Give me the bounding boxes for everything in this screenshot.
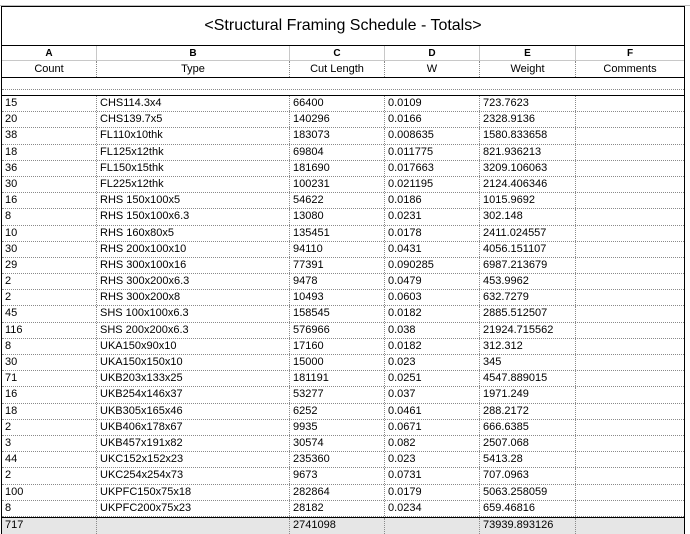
- type-cell[interactable]: UKC152x152x23: [97, 452, 290, 467]
- cut-length-cell[interactable]: 30574: [290, 436, 385, 451]
- total-weight[interactable]: 73939.893126: [480, 518, 576, 534]
- table-row[interactable]: [2, 355, 684, 371]
- header-weight[interactable]: Weight: [480, 61, 576, 77]
- column-letter-a[interactable]: A: [2, 46, 97, 60]
- table-row[interactable]: [2, 96, 684, 112]
- count-cell[interactable]: 8: [2, 209, 97, 224]
- type-cell[interactable]: UKA150x90x10: [97, 339, 290, 354]
- w-cell[interactable]: 0.011775: [385, 145, 480, 160]
- cut-length-cell[interactable]: 158545: [290, 306, 385, 321]
- type-cell[interactable]: UKB254x146x37: [97, 387, 290, 402]
- w-cell[interactable]: 0.023: [385, 452, 480, 467]
- comments-cell[interactable]: [576, 323, 684, 338]
- comments-cell[interactable]: [576, 145, 684, 160]
- cut-length-cell[interactable]: 181690: [290, 161, 385, 176]
- weight-cell[interactable]: 1971.249: [480, 387, 576, 402]
- weight-cell[interactable]: 2507.068: [480, 436, 576, 451]
- count-cell[interactable]: 18: [2, 404, 97, 419]
- cut-length-cell[interactable]: 94110: [290, 242, 385, 257]
- table-row[interactable]: [2, 242, 684, 258]
- comments-cell[interactable]: [576, 242, 684, 257]
- header-comments[interactable]: Comments: [603, 63, 657, 75]
- cut-length-cell[interactable]: 576966: [290, 323, 385, 338]
- count-cell[interactable]: 29: [2, 258, 97, 273]
- count-cell[interactable]: 20: [2, 112, 97, 127]
- count-cell[interactable]: 44: [2, 452, 97, 467]
- w-cell[interactable]: 0.0231: [385, 209, 480, 224]
- comments-cell[interactable]: [576, 452, 684, 467]
- type-cell[interactable]: SHS 100x100x6.3: [97, 306, 290, 321]
- total-comments[interactable]: [576, 518, 684, 534]
- comments-cell[interactable]: [576, 96, 684, 111]
- table-row[interactable]: [2, 371, 684, 387]
- count-cell[interactable]: 45: [2, 306, 97, 321]
- w-cell[interactable]: 0.0109: [385, 96, 480, 111]
- comments-cell[interactable]: [576, 274, 684, 289]
- cut-length-cell[interactable]: 54622: [290, 193, 385, 208]
- header-count[interactable]: Count: [2, 61, 97, 77]
- table-row[interactable]: [2, 290, 684, 306]
- table-row[interactable]: [2, 420, 684, 436]
- table-row[interactable]: [2, 339, 684, 355]
- count-cell[interactable]: 100: [2, 485, 97, 500]
- weight-cell[interactable]: 21924.715562: [480, 323, 576, 338]
- comments-cell[interactable]: [576, 387, 684, 402]
- weight-cell[interactable]: 5413.28: [480, 452, 576, 467]
- count-cell[interactable]: 116: [2, 323, 97, 338]
- type-cell[interactable]: FL225x12thk: [97, 177, 290, 192]
- type-cell[interactable]: UKPFC150x75x18: [97, 485, 290, 500]
- count-cell[interactable]: 30: [2, 355, 97, 370]
- count-cell[interactable]: 2: [2, 468, 97, 483]
- table-row[interactable]: [2, 452, 684, 468]
- w-cell[interactable]: 0.0179: [385, 485, 480, 500]
- w-cell[interactable]: 0.0182: [385, 339, 480, 354]
- count-cell[interactable]: 8: [2, 501, 97, 516]
- table-row[interactable]: [2, 161, 684, 177]
- type-cell[interactable]: UKB406x178x67: [97, 420, 290, 435]
- w-cell[interactable]: 0.0479: [385, 274, 480, 289]
- type-cell[interactable]: UKPFC200x75x23: [97, 501, 290, 516]
- weight-cell[interactable]: 723.7623: [480, 96, 576, 111]
- cut-length-cell[interactable]: 66400: [290, 96, 385, 111]
- w-cell[interactable]: 0.0186: [385, 193, 480, 208]
- comments-cell[interactable]: [576, 355, 684, 370]
- weight-cell[interactable]: 5063.258059: [480, 485, 576, 500]
- cut-length-cell[interactable]: 17160: [290, 339, 385, 354]
- w-cell[interactable]: 0.0251: [385, 371, 480, 386]
- comments-cell[interactable]: [576, 112, 684, 127]
- cut-length-cell[interactable]: 69804: [290, 145, 385, 160]
- cut-length-cell[interactable]: 10493: [290, 290, 385, 305]
- column-letter-row: [2, 46, 684, 61]
- w-cell[interactable]: 0.008635: [385, 128, 480, 143]
- blank-row: [2, 78, 684, 90]
- count-cell[interactable]: 30: [2, 242, 97, 257]
- count-cell[interactable]: 16: [2, 387, 97, 402]
- type-cell[interactable]: UKC254x254x73: [97, 468, 290, 483]
- comments-cell[interactable]: [576, 226, 684, 241]
- comments-cell[interactable]: [576, 161, 684, 176]
- weight-cell[interactable]: 2411.024557: [480, 226, 576, 241]
- w-cell[interactable]: 0.0603: [385, 290, 480, 305]
- weight-cell[interactable]: 3209.106063: [480, 161, 576, 176]
- header-type[interactable]: Type: [97, 61, 290, 77]
- w-cell[interactable]: 0.082: [385, 436, 480, 451]
- cut-length-cell[interactable]: 9478: [290, 274, 385, 289]
- weight-cell[interactable]: 1015.9692: [480, 193, 576, 208]
- comments-cell[interactable]: [576, 420, 684, 435]
- comments-cell[interactable]: [576, 501, 684, 516]
- type-cell[interactable]: RHS 300x200x6.3: [97, 274, 290, 289]
- comments-cell[interactable]: [576, 371, 684, 386]
- w-cell[interactable]: 0.017663: [385, 161, 480, 176]
- type-cell[interactable]: UKB457x191x82: [97, 436, 290, 451]
- w-cell[interactable]: 0.0461: [385, 404, 480, 419]
- table-row[interactable]: [2, 112, 684, 128]
- table-row[interactable]: [2, 306, 684, 322]
- column-letter-f[interactable]: F: [626, 47, 634, 59]
- w-cell[interactable]: 0.0166: [385, 112, 480, 127]
- table-row[interactable]: [2, 145, 684, 161]
- cut-length-cell[interactable]: 15000: [290, 355, 385, 370]
- cut-length-cell[interactable]: 135451: [290, 226, 385, 241]
- comments-cell[interactable]: [576, 485, 684, 500]
- type-cell[interactable]: UKB203x133x25: [97, 371, 290, 386]
- type-cell[interactable]: FL110x10thk: [97, 128, 290, 143]
- weight-cell[interactable]: 2328.9136: [480, 112, 576, 127]
- count-cell[interactable]: 2: [2, 420, 97, 435]
- header-w[interactable]: W: [385, 61, 480, 77]
- table-row[interactable]: [2, 193, 684, 209]
- w-cell[interactable]: 0.0431: [385, 242, 480, 257]
- count-cell[interactable]: 71: [2, 371, 97, 386]
- weight-cell[interactable]: 288.2172: [480, 404, 576, 419]
- type-cell[interactable]: CHS114.3x4: [97, 96, 290, 111]
- weight-cell[interactable]: 2124.406346: [480, 177, 576, 192]
- weight-cell[interactable]: 6987.213679: [480, 258, 576, 273]
- table-row[interactable]: [2, 226, 684, 242]
- schedule-title: <Structural Framing Schedule - Totals>: [2, 6, 684, 46]
- cut-length-cell[interactable]: 9935: [290, 420, 385, 435]
- w-cell[interactable]: 0.023: [385, 355, 480, 370]
- weight-cell[interactable]: 821.936213: [480, 145, 576, 160]
- count-cell[interactable]: 36: [2, 161, 97, 176]
- column-letter-e[interactable]: E: [480, 46, 576, 60]
- weight-cell[interactable]: 345: [480, 355, 576, 370]
- table-row[interactable]: [2, 485, 684, 501]
- comments-cell[interactable]: [576, 209, 684, 224]
- w-cell[interactable]: 0.0731: [385, 468, 480, 483]
- cut-length-cell[interactable]: 235360: [290, 452, 385, 467]
- table-row[interactable]: [2, 258, 684, 274]
- table-row[interactable]: [2, 468, 684, 484]
- schedule-table: [1, 6, 685, 534]
- count-cell[interactable]: 15: [2, 96, 97, 111]
- weight-cell[interactable]: 659.46816: [480, 501, 576, 516]
- type-cell[interactable]: CHS139.7x5: [97, 112, 290, 127]
- count-cell[interactable]: 18: [2, 145, 97, 160]
- cut-length-cell[interactable]: 13080: [290, 209, 385, 224]
- weight-cell[interactable]: 4056.151107: [480, 242, 576, 257]
- comments-cell[interactable]: [576, 306, 684, 321]
- type-cell[interactable]: SHS 200x200x6.3: [97, 323, 290, 338]
- total-count[interactable]: 717: [2, 518, 97, 534]
- cut-length-cell[interactable]: 9673: [290, 468, 385, 483]
- count-cell[interactable]: 10: [2, 226, 97, 241]
- w-cell[interactable]: 0.0178: [385, 226, 480, 241]
- table-row[interactable]: [2, 387, 684, 403]
- weight-cell[interactable]: 666.6385: [480, 420, 576, 435]
- count-cell[interactable]: 8: [2, 339, 97, 354]
- comments-cell[interactable]: [576, 436, 684, 451]
- column-letter-b[interactable]: B: [97, 46, 290, 60]
- count-cell[interactable]: 2: [2, 274, 97, 289]
- column-letter-d[interactable]: D: [385, 46, 480, 60]
- count-cell[interactable]: 2: [2, 290, 97, 305]
- type-cell[interactable]: UKB305x165x46: [97, 404, 290, 419]
- type-cell[interactable]: RHS 150x100x6.3: [97, 209, 290, 224]
- type-cell[interactable]: UKA150x150x10: [97, 355, 290, 370]
- table-row[interactable]: [2, 501, 684, 517]
- schedule-rows: [2, 96, 684, 518]
- table-row[interactable]: [2, 436, 684, 452]
- total-w[interactable]: [385, 518, 480, 534]
- comments-cell[interactable]: [576, 404, 684, 419]
- w-cell[interactable]: 0.038: [385, 323, 480, 338]
- weight-cell[interactable]: 453.9962: [480, 274, 576, 289]
- count-cell[interactable]: 38: [2, 128, 97, 143]
- w-cell[interactable]: 0.090285: [385, 258, 480, 273]
- count-cell[interactable]: 30: [2, 177, 97, 192]
- type-cell[interactable]: RHS 300x100x16: [97, 258, 290, 273]
- comments-cell[interactable]: [576, 177, 684, 192]
- w-cell[interactable]: 0.037: [385, 387, 480, 402]
- cut-length-cell[interactable]: 140296: [290, 112, 385, 127]
- cut-length-cell[interactable]: 53277: [290, 387, 385, 402]
- type-cell[interactable]: RHS 300x200x8: [97, 290, 290, 305]
- type-cell[interactable]: FL125x12thk: [97, 145, 290, 160]
- weight-cell[interactable]: 707.0963: [480, 468, 576, 483]
- count-cell[interactable]: 16: [2, 193, 97, 208]
- w-cell[interactable]: 0.0671: [385, 420, 480, 435]
- column-header-row: [2, 61, 684, 78]
- w-cell[interactable]: 0.0234: [385, 501, 480, 516]
- comments-cell[interactable]: [576, 193, 684, 208]
- cut-length-cell[interactable]: 28182: [290, 501, 385, 516]
- cut-length-cell[interactable]: 77391: [290, 258, 385, 273]
- cut-length-cell[interactable]: 183073: [290, 128, 385, 143]
- comments-cell[interactable]: [576, 339, 684, 354]
- comments-cell[interactable]: [576, 468, 684, 483]
- column-letter-c[interactable]: C: [290, 46, 385, 60]
- weight-cell[interactable]: 4547.889015: [480, 371, 576, 386]
- type-cell[interactable]: FL150x15thk: [97, 161, 290, 176]
- weight-cell[interactable]: 2885.512507: [480, 306, 576, 321]
- cut-length-cell[interactable]: 282864: [290, 485, 385, 500]
- type-cell[interactable]: RHS 150x100x5: [97, 193, 290, 208]
- table-row[interactable]: [2, 274, 684, 290]
- total-type[interactable]: [97, 518, 290, 534]
- w-cell[interactable]: 0.0182: [385, 306, 480, 321]
- weight-cell[interactable]: 1580.833658: [480, 128, 576, 143]
- type-cell[interactable]: RHS 160x80x5: [97, 226, 290, 241]
- table-row[interactable]: [2, 128, 684, 144]
- table-row[interactable]: [2, 209, 684, 225]
- weight-cell[interactable]: 312.312: [480, 339, 576, 354]
- header-cut-length[interactable]: Cut Length: [290, 61, 385, 77]
- total-cut-length[interactable]: 2741098: [290, 518, 385, 534]
- comments-cell[interactable]: [576, 258, 684, 273]
- cut-length-cell[interactable]: 100231: [290, 177, 385, 192]
- weight-cell[interactable]: 632.7279: [480, 290, 576, 305]
- cut-length-cell[interactable]: 6252: [290, 404, 385, 419]
- cut-length-cell[interactable]: 181191: [290, 371, 385, 386]
- table-row[interactable]: [2, 404, 684, 420]
- w-cell[interactable]: 0.021195: [385, 177, 480, 192]
- count-cell[interactable]: 3: [2, 436, 97, 451]
- comments-cell[interactable]: [576, 290, 684, 305]
- type-cell[interactable]: RHS 200x100x10: [97, 242, 290, 257]
- table-row[interactable]: [2, 177, 684, 193]
- table-row[interactable]: [2, 323, 684, 339]
- totals-row[interactable]: [2, 518, 684, 534]
- weight-cell[interactable]: 302.148: [480, 209, 576, 224]
- comments-cell[interactable]: [576, 128, 684, 143]
